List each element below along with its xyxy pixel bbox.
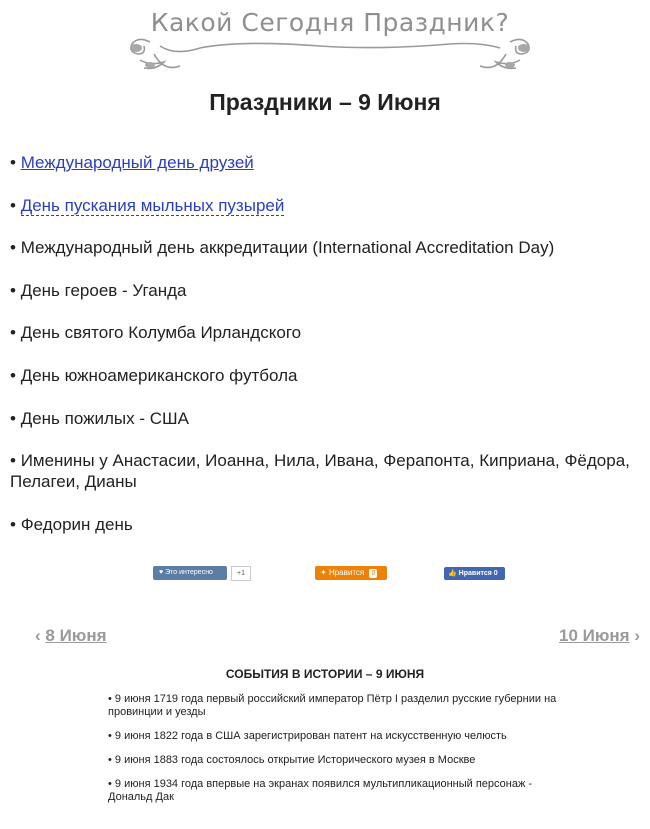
chevron-right-icon: › [634,626,640,645]
list-item [108,693,578,719]
fb-like-label: Нравится 0 [458,570,498,577]
event-text: 9 июня 1934 года впервые на экранах появился мультипликационный персонаж - Дональд Дак [108,778,533,803]
ok-like-label: Нравится [328,568,365,577]
bullet: • [10,323,16,343]
next-day-link[interactable]: 10 Июня [559,626,630,645]
list-item [108,778,578,804]
holiday-link-friends[interactable]: Международный день друзей [20,153,254,172]
chevron-left-icon: ‹ [35,626,41,645]
ornament-flourish-icon [120,32,540,76]
list-item [10,514,630,535]
bullet: • [10,365,16,385]
bullet: • [10,280,16,300]
event-text: 9 июня 1719 года первый российский император Пётр I разделил русские губернии на провинции и уезды [108,693,557,718]
event-text: 9 июня 1883 года состоялось открытие Исторического музея в Москве [114,754,476,766]
ok-icon: ✦ [320,568,327,577]
vk-like-button[interactable] [153,566,227,580]
bullet: • [10,238,16,258]
list-item [108,754,578,767]
holiday-text: День пожилых - США [20,408,189,428]
event-text: 9 июня 1822 года в США зарегистрирован патент на искусственную челюсть [114,730,507,742]
thumbs-up-icon: 👍 [448,570,457,577]
bullet: • [108,693,112,705]
list-item [10,365,630,386]
history-events-list [108,693,578,815]
prev-day-link[interactable]: 8 Июня [45,626,107,645]
list-item [10,195,630,216]
bullet: • [10,514,16,534]
list-item [10,237,630,258]
holiday-text: День святого Колумба Ирландского [20,323,302,343]
holiday-link-bubbles[interactable]: День пускания мыльных пузырей [20,195,285,215]
holiday-list [10,152,630,556]
logo-text: Какой Сегодня Праздник? [150,8,510,37]
bullet: • [108,778,112,790]
list-item [10,280,630,301]
social-share-bar [0,566,650,584]
bullet: • [10,408,16,428]
bullet: • [10,153,16,172]
ok-like-button[interactable] [315,566,387,580]
bullet: • [108,754,112,766]
holiday-text: День героев - Уганда [20,280,187,300]
holiday-text: Именины у Анастасии, Иоанна, Нила, Ивана, Ферапонта, Киприана, Фёдора, Пелагеи, Дианы [10,451,630,492]
history-section-title: СОБЫТИЯ В ИСТОРИИ – 9 ИЮНЯ [225,667,425,681]
ok-like-count: 0 [371,570,376,577]
vk-like-label: Это интересно [165,569,213,576]
holiday-text: День южноамериканского футбола [20,365,298,385]
vk-like-count: +1 [231,566,251,581]
holiday-text: Международный день аккредитации (International Accreditation Day) [20,238,555,258]
list-item [10,152,630,173]
bullet: • [10,451,16,471]
list-item [10,450,630,492]
list-item [10,322,630,343]
page-title: Праздники – 9 Июня [209,89,441,115]
fb-like-button[interactable] [444,567,505,580]
prev-day-nav [35,626,107,646]
vk-icon: ♥ [159,569,164,576]
bullet: • [10,195,16,215]
holiday-text: Федорин день [20,514,133,534]
site-logo[interactable] [120,4,540,76]
list-item [10,408,630,429]
next-day-nav [559,626,640,646]
bullet: • [108,730,112,742]
list-item [108,730,578,743]
